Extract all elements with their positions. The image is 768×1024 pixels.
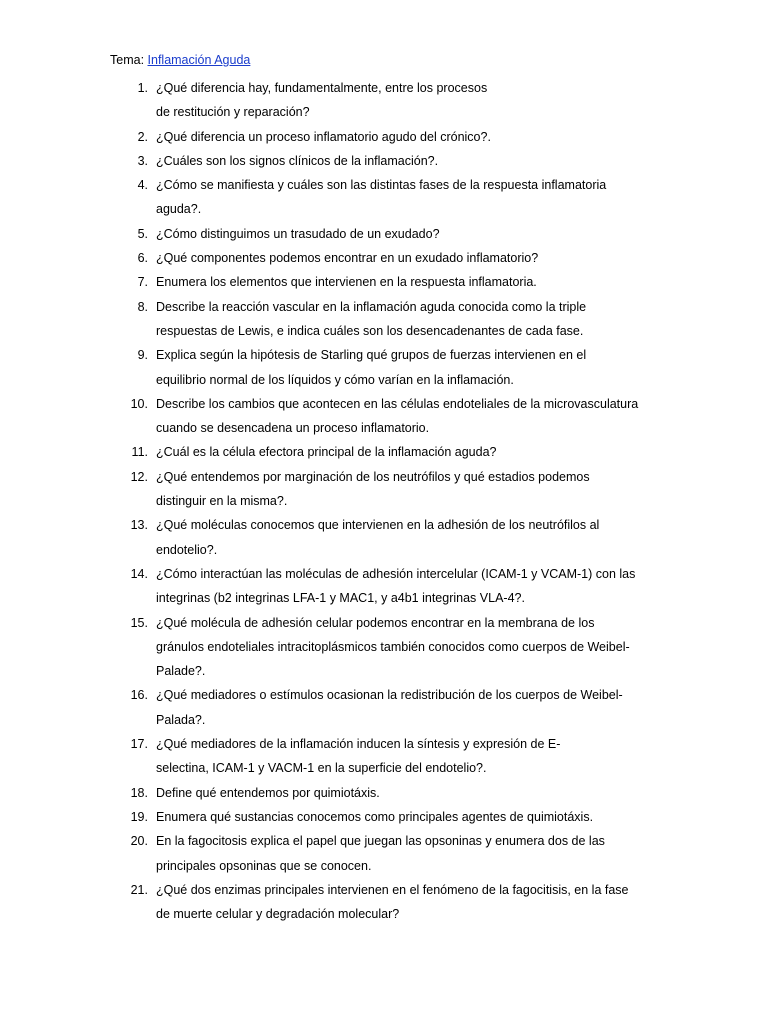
question-line: cuando se desencadena un proceso inflamatorio. bbox=[156, 421, 430, 436]
question-text bbox=[156, 440, 666, 464]
question-line: Palada?. bbox=[156, 712, 206, 727]
question-number: 17. bbox=[130, 737, 148, 752]
question-item bbox=[0, 878, 768, 927]
question-number: 10. bbox=[130, 396, 148, 411]
question-number: 12. bbox=[130, 469, 148, 484]
question-item bbox=[0, 683, 768, 732]
topic-header bbox=[110, 51, 250, 69]
question-text bbox=[156, 562, 666, 611]
question-number: 19. bbox=[130, 809, 148, 824]
topic-link[interactable]: Inflamación Aguda bbox=[147, 53, 251, 67]
question-item bbox=[0, 125, 768, 149]
question-line: Describe la reacción vascular en la inflamación aguda conocida como la triple bbox=[156, 299, 587, 314]
question-text bbox=[156, 611, 666, 684]
question-number: 15. bbox=[130, 615, 148, 630]
question-text bbox=[156, 270, 666, 294]
question-number: 21. bbox=[130, 882, 148, 897]
question-text bbox=[156, 732, 666, 781]
question-number: 4. bbox=[137, 178, 148, 193]
question-text bbox=[156, 878, 666, 927]
question-line: Enumera los elementos que intervienen en la respuesta inflamatoria. bbox=[156, 275, 537, 290]
question-text bbox=[156, 392, 666, 441]
question-line: ¿Cuáles son los signos clínicos de la inflamación?. bbox=[156, 153, 439, 168]
question-number: 13. bbox=[130, 518, 148, 533]
question-line: Define qué entendemos por quimiotáxis. bbox=[156, 785, 380, 800]
question-text bbox=[156, 683, 666, 732]
question-text bbox=[156, 829, 666, 878]
question-item bbox=[0, 611, 768, 684]
question-text bbox=[156, 295, 666, 344]
question-item bbox=[0, 173, 768, 222]
question-item bbox=[0, 513, 768, 562]
question-text bbox=[156, 222, 666, 246]
question-line: de restitución y reparación? bbox=[156, 105, 310, 120]
question-text bbox=[156, 513, 666, 562]
question-item bbox=[0, 343, 768, 392]
question-item bbox=[0, 270, 768, 294]
question-number: 18. bbox=[130, 785, 148, 800]
question-line: Palade?. bbox=[156, 664, 206, 679]
question-number: 3. bbox=[137, 153, 148, 168]
question-line: selectina, ICAM-1 y VACM-1 en la superficie del endotelio?. bbox=[156, 761, 487, 776]
question-number: 14. bbox=[130, 566, 148, 581]
question-line: ¿Qué dos enzimas principales intervienen en el fenómeno de la fagocitisis, en la fase bbox=[156, 882, 629, 897]
question-line: ¿Qué componentes podemos encontrar en un exudado inflamatorio? bbox=[156, 251, 539, 266]
question-text bbox=[156, 465, 666, 514]
question-item bbox=[0, 781, 768, 805]
topic-label: Tema: bbox=[110, 53, 148, 67]
question-text bbox=[156, 173, 666, 222]
question-number: 1. bbox=[137, 81, 148, 95]
question-number: 8. bbox=[137, 299, 148, 314]
question-line: ¿Qué entendemos por marginación de los neutrófilos y qué estadios podemos bbox=[156, 469, 590, 484]
question-line: ¿Cuál es la célula efectora principal de la inflamación aguda? bbox=[156, 445, 497, 460]
question-text bbox=[156, 246, 666, 270]
question-item bbox=[0, 829, 768, 878]
question-list bbox=[0, 76, 768, 926]
question-number: 11. bbox=[131, 445, 148, 460]
question-line: distinguir en la misma?. bbox=[156, 494, 288, 509]
question-text bbox=[156, 781, 666, 805]
question-line: ¿Cómo se manifiesta y cuáles son las distintas fases de la respuesta inflamatoria bbox=[156, 178, 607, 193]
question-line: gránulos endoteliales intracitoplásmicos también conocidos como cuerpos de Weibel- bbox=[156, 639, 630, 654]
question-item bbox=[0, 392, 768, 441]
question-text bbox=[156, 805, 666, 829]
question-item bbox=[0, 732, 768, 781]
question-line: Describe los cambios que acontecen en las células endoteliales de la microvasculatura bbox=[156, 396, 639, 411]
question-number: 7. bbox=[137, 275, 148, 290]
question-line: respuestas de Lewis, e indica cuáles son los desencadenantes de cada fase. bbox=[156, 323, 584, 338]
question-line: Explica según la hipótesis de Starling qué grupos de fuerzas intervienen en el bbox=[156, 348, 587, 363]
question-text bbox=[156, 149, 666, 173]
question-line: ¿Qué mediadores de la inflamación inducen la síntesis y expresión de E- bbox=[156, 737, 561, 752]
question-item bbox=[0, 440, 768, 464]
question-item bbox=[0, 562, 768, 611]
question-line: aguda?. bbox=[156, 202, 202, 217]
question-line: de muerte celular y degradación molecular? bbox=[156, 907, 400, 922]
question-number: 16. bbox=[130, 688, 148, 703]
question-line: ¿Qué mediadores o estímulos ocasionan la redistribución de los cuerpos de Weibel- bbox=[156, 688, 623, 703]
question-line: Enumera qué sustancias conocemos como principales agentes de quimiotáxis. bbox=[156, 809, 594, 824]
question-item bbox=[0, 149, 768, 173]
question-line: ¿Qué moléculas conocemos que intervienen en la adhesión de los neutrófilos al bbox=[156, 518, 600, 533]
question-item bbox=[0, 222, 768, 246]
question-line: integrinas (b2 integrinas LFA-1 y MAC1, y a4b1 integrinas VLA-4?. bbox=[156, 591, 525, 606]
question-item bbox=[0, 246, 768, 270]
question-text bbox=[156, 125, 666, 149]
question-line: En la fagocitosis explica el papel que juegan las opsoninas y enumera dos de las bbox=[156, 834, 605, 849]
question-number: 2. bbox=[137, 129, 148, 144]
question-line: ¿Qué molécula de adhesión celular podemos encontrar en la membrana de los bbox=[156, 615, 595, 630]
question-number: 5. bbox=[137, 226, 148, 241]
question-item bbox=[0, 76, 768, 125]
question-text bbox=[156, 76, 666, 125]
question-line: ¿Cómo distinguimos un trasudado de un exudado? bbox=[156, 226, 440, 241]
question-text bbox=[156, 343, 666, 392]
question-number: 20. bbox=[130, 834, 148, 849]
question-line: ¿Qué diferencia un proceso inflamatorio agudo del crónico?. bbox=[156, 129, 491, 144]
question-item bbox=[0, 805, 768, 829]
question-item bbox=[0, 465, 768, 514]
question-line: ¿Qué diferencia hay, fundamentalmente, entre los procesos bbox=[156, 81, 488, 95]
question-item bbox=[0, 295, 768, 344]
question-line: ¿Cómo interactúan las moléculas de adhesión intercelular (ICAM-1 y VCAM-1) con las bbox=[156, 566, 636, 581]
question-number: 9. bbox=[137, 348, 148, 363]
question-number: 6. bbox=[137, 251, 148, 266]
question-line: principales opsoninas que se conocen. bbox=[156, 858, 372, 873]
question-line: equilibrio normal de los líquidos y cómo varían en la inflamación. bbox=[156, 372, 514, 387]
question-line: endotelio?. bbox=[156, 542, 218, 557]
